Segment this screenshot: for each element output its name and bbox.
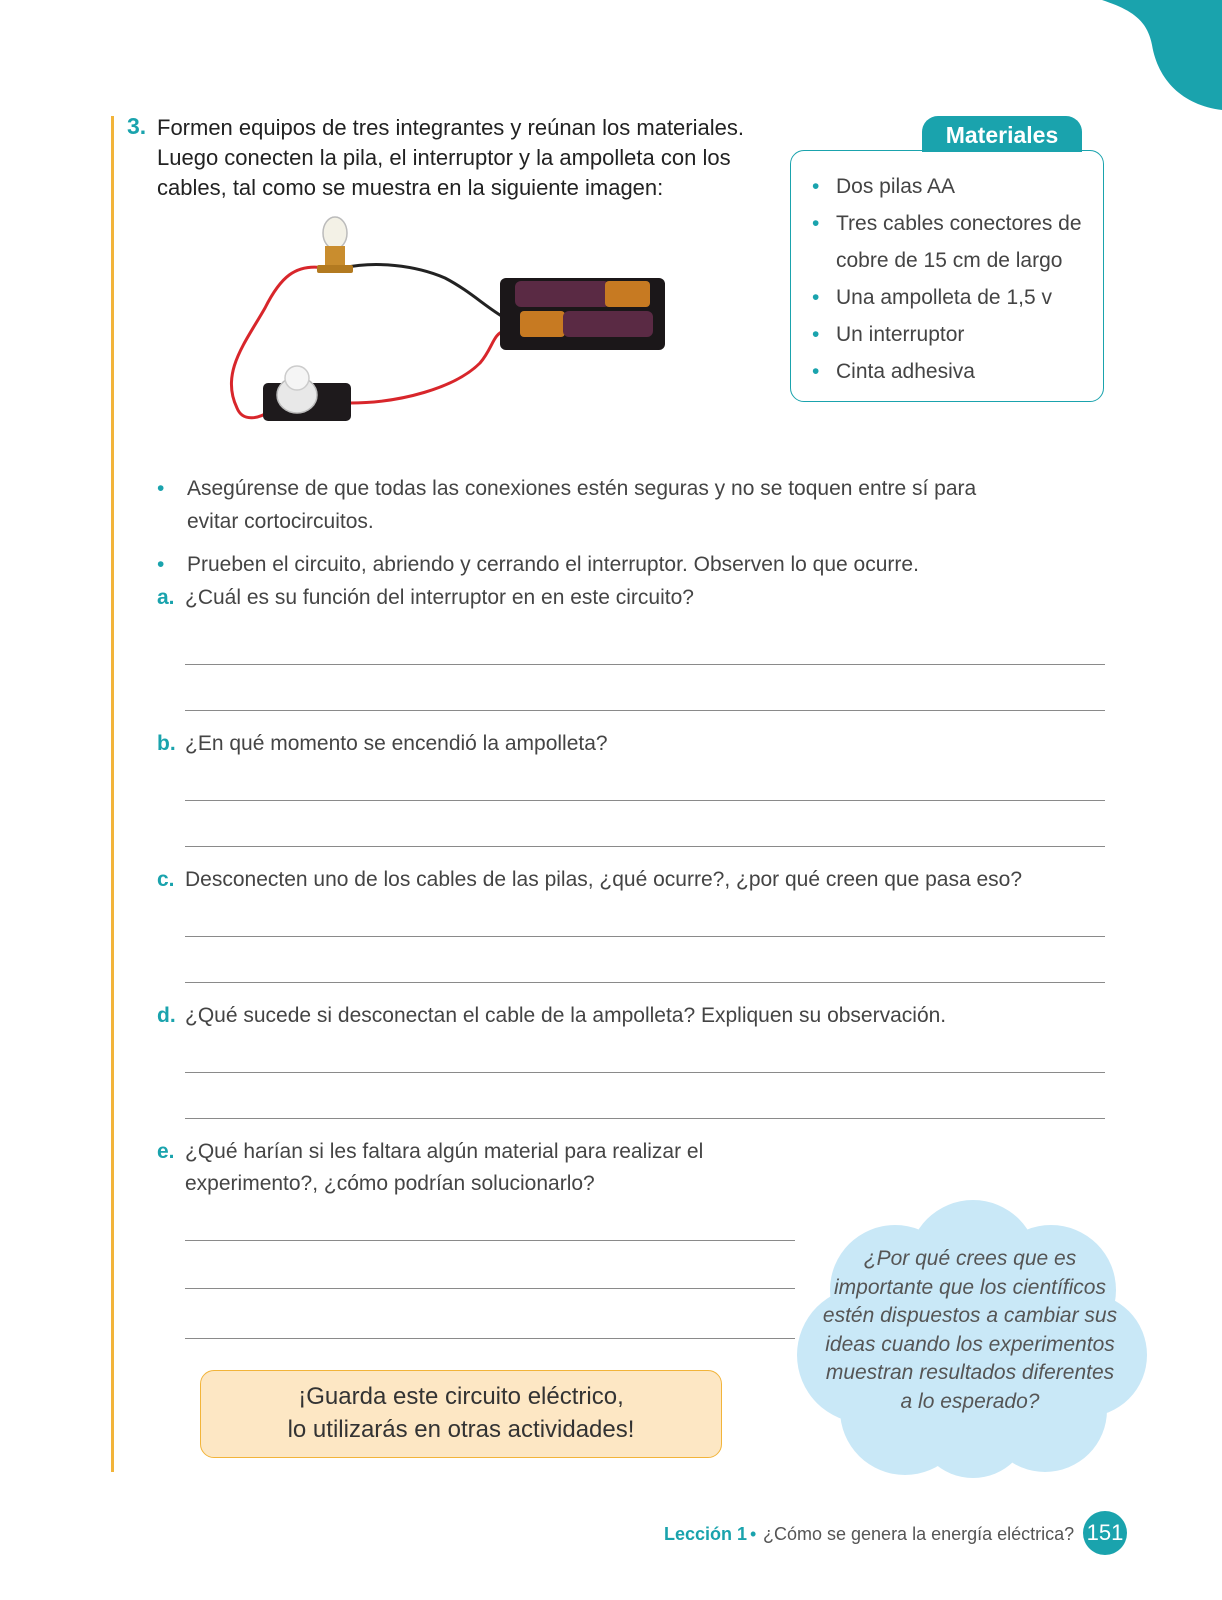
note-line-1: ¡Guarda este circuito eléctrico, xyxy=(298,1383,624,1410)
switch-icon xyxy=(263,366,351,421)
materials-item: • Cinta adhesiva xyxy=(812,353,1102,390)
question-text: ¿Qué sucede si desconectan el cable de la ampolleta? Expliquen su observación. xyxy=(185,1004,947,1027)
reflection-question: ¿Por qué crees que es importante que los científicos estén dispuestos a cambiar sus ideas cuando los experimentos muestran resultados diferentes a lo esperado? xyxy=(822,1247,1118,1413)
question-a xyxy=(157,582,1057,614)
instruction-item: • Prueben el circuito, abriendo y cerrando el interruptor. Observen lo que ocurre. xyxy=(157,548,1017,581)
bulb-icon xyxy=(317,217,353,273)
materials-item: • Un interruptor xyxy=(812,316,1102,353)
corner-decoration xyxy=(1092,0,1222,115)
question-text: ¿Cuál es su función del interruptor en en este circuito? xyxy=(185,586,694,609)
answer-line[interactable] xyxy=(185,982,1105,983)
footer-separator: • xyxy=(750,1524,757,1544)
answer-line[interactable] xyxy=(185,800,1105,801)
circuit-photo xyxy=(225,213,685,443)
materials-item: • Tres cables conectores de cobre de 15 cm de largo xyxy=(812,205,1102,279)
battery-holder-icon xyxy=(500,278,665,350)
page-number: 151 xyxy=(1083,1511,1127,1555)
note-line-2: lo utilizarás en otras actividades! xyxy=(287,1416,635,1443)
answer-line[interactable] xyxy=(185,1288,795,1289)
footer-lesson: Lección 1 xyxy=(664,1524,748,1544)
question-letter: a. xyxy=(157,586,175,609)
question-letter: d. xyxy=(157,1004,176,1027)
answer-line[interactable] xyxy=(185,1338,795,1339)
instruction-item: • Asegúrense de que todas las conexiones estén seguras y no se toquen entre sí para evitar cortocircuitos. xyxy=(157,472,1017,538)
materials-item: • Dos pilas AA xyxy=(812,168,1102,205)
materials-item: • Una ampolleta de 1,5 v xyxy=(812,279,1102,316)
question-letter: c. xyxy=(157,868,175,891)
answer-line[interactable] xyxy=(185,710,1105,711)
answer-line[interactable] xyxy=(185,846,1105,847)
answer-line[interactable] xyxy=(185,1118,1105,1119)
answer-line[interactable] xyxy=(185,936,1105,937)
answer-line[interactable] xyxy=(185,1072,1105,1073)
materials-list xyxy=(812,168,1102,390)
keep-circuit-note xyxy=(200,1370,722,1458)
activity-number: 3. xyxy=(127,113,147,139)
question-letter: b. xyxy=(157,732,176,755)
question-text: Desconecten uno de los cables de las pilas, ¿qué ocurre?, ¿por qué creen que pasa eso? xyxy=(185,868,1023,891)
activity-intro: Formen equipos de tres integrantes y reúnan los materiales. Luego conecten la pila, el interruptor y la ampolleta con los cables, tal como se muestra en la siguiente imagen: xyxy=(157,115,744,200)
question-text: ¿En qué momento se encendió la ampolleta? xyxy=(185,732,608,755)
question-text: ¿Qué harían si les faltara algún material para realizar el experimento?, ¿cómo podrían solucionarlo? xyxy=(185,1140,704,1195)
footer-title: ¿Cómo se genera la energía eléctrica? xyxy=(763,1524,1075,1544)
answer-line[interactable] xyxy=(185,1240,795,1241)
question-b xyxy=(157,728,1057,760)
activity-margin-bar xyxy=(111,116,114,1472)
materials-title: Materiales xyxy=(922,116,1082,152)
question-d xyxy=(157,1000,1057,1032)
question-e xyxy=(157,1136,1057,1200)
question-c xyxy=(157,864,1057,896)
answer-line[interactable] xyxy=(185,664,1105,665)
instructions-list xyxy=(157,472,1017,591)
question-letter: e. xyxy=(157,1140,175,1163)
